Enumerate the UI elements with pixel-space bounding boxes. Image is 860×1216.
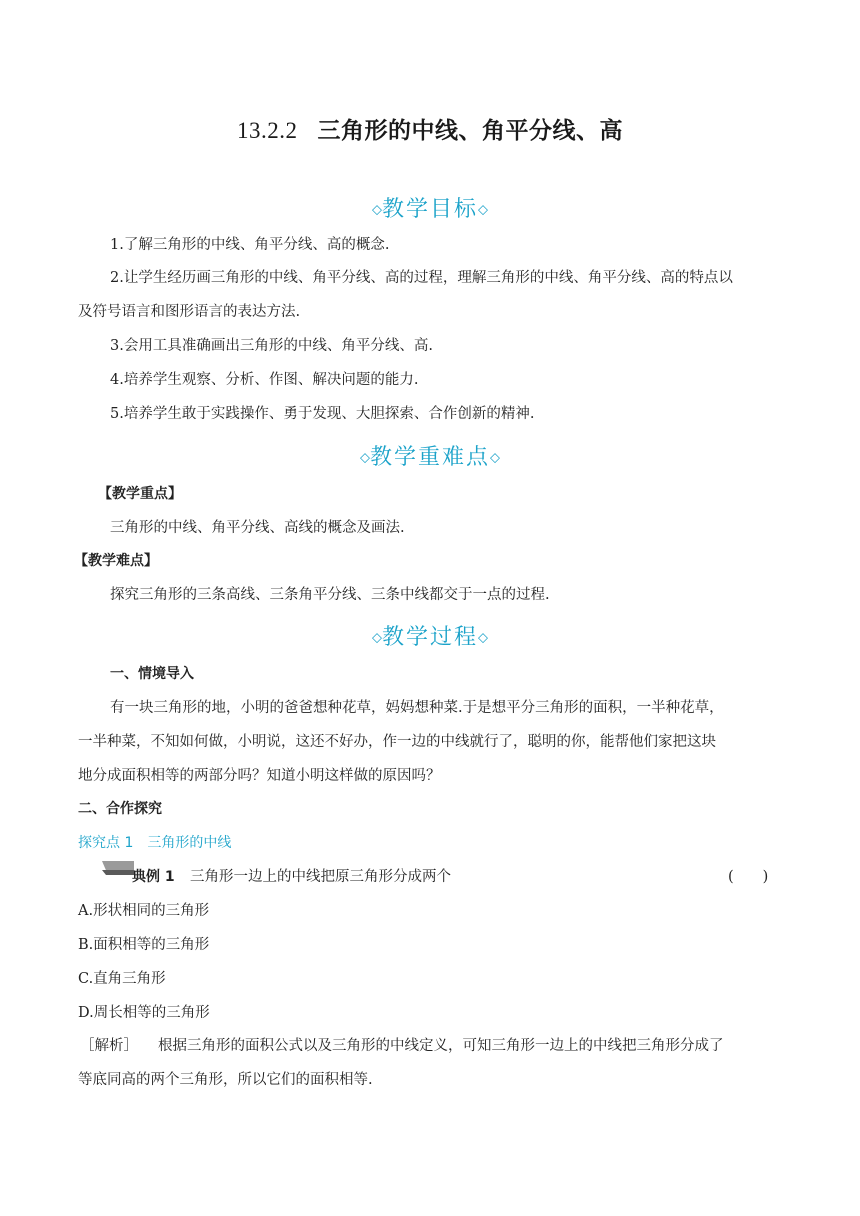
section-heading-goals: ◇教学目标◇ — [371, 197, 488, 222]
difficult-heading: 【教学难点】 — [74, 553, 158, 569]
answer-bracket: ( ) — [728, 869, 769, 885]
analysis-label: ［解析］ — [80, 1038, 138, 1054]
section-heading-key-points: ◇教学重难点◇ — [359, 445, 500, 470]
example-marker-icon — [102, 861, 134, 875]
diamond-icon: ◇ — [478, 202, 488, 218]
goal-item-5: 5.培养学生敢于实践操作、勇于发现、大胆探索、合作创新的精神. — [110, 406, 535, 422]
part1-line-3: 地分成面积相等的两部分吗？知道小明这样做的原因吗？ — [78, 768, 441, 784]
goal-item-2-cont: 及符号语言和图形语言的表达方法. — [78, 304, 301, 320]
diamond-icon: ◇ — [371, 202, 382, 218]
analysis-line-1: 根据三角形的面积公式以及三角形的中线定义，可知三角形一边上的中线把三角形分成了 — [158, 1038, 724, 1054]
diamond-icon: ◇ — [478, 630, 488, 646]
part1-heading: 一、情境导入 — [110, 666, 194, 682]
part1-line-2: 一半种菜，不知如何做，小明说，这还不好办，作一边的中线就行了，聪明的你，能帮他们家把这块 — [78, 734, 716, 750]
key-text: 三角形的中线、角平分线、高线的概念及画法. — [110, 520, 405, 536]
goal-item-1: 1.了解三角形的中线、角平分线、高的概念. — [110, 237, 390, 253]
example-question: 三角形一边上的中线把原三角形分成两个 — [190, 869, 451, 885]
part1-line-1: 有一块三角形的地，小明的爸爸想种花草，妈妈想种菜.于是想平分三角形的面积，一半种花草， — [110, 700, 724, 716]
goal-item-2: 2.让学生经历画三角形的中线、角平分线、高的过程，理解三角形的中线、角平分线、高的特点以 — [110, 270, 733, 286]
option-c: C.直角三角形 — [78, 971, 166, 987]
title-text: 三角形的中线、角平分线、高 — [317, 118, 623, 144]
title-number: 13.2.2 — [237, 118, 298, 143]
section-heading-process: ◇教学过程◇ — [371, 625, 488, 650]
option-d: D.周长相等的三角形 — [78, 1005, 210, 1021]
key-heading: 【教学重点】 — [98, 486, 182, 502]
page-title — [0, 112, 860, 145]
goal-item-4: 4.培养学生观察、分析、作图、解决问题的能力. — [110, 372, 419, 388]
option-b: B.面积相等的三角形 — [78, 937, 210, 953]
difficult-text: 探究三角形的三条高线、三条角平分线、三条中线都交于一点的过程. — [110, 587, 550, 603]
explore-point-heading: 探究点 1 三角形的中线 — [78, 835, 232, 851]
goal-item-3: 3.会用工具准确画出三角形的中线、角平分线、高. — [110, 338, 433, 354]
option-a: A.形状相同的三角形 — [78, 903, 210, 919]
diamond-icon: ◇ — [371, 630, 382, 646]
part2-heading: 二、合作探究 — [78, 801, 162, 817]
diamond-icon: ◇ — [490, 450, 500, 466]
analysis-line-2: 等底同高的两个三角形，所以它们的面积相等. — [78, 1072, 373, 1088]
example-label: 典例 1 — [132, 869, 175, 885]
diamond-icon: ◇ — [359, 450, 370, 466]
